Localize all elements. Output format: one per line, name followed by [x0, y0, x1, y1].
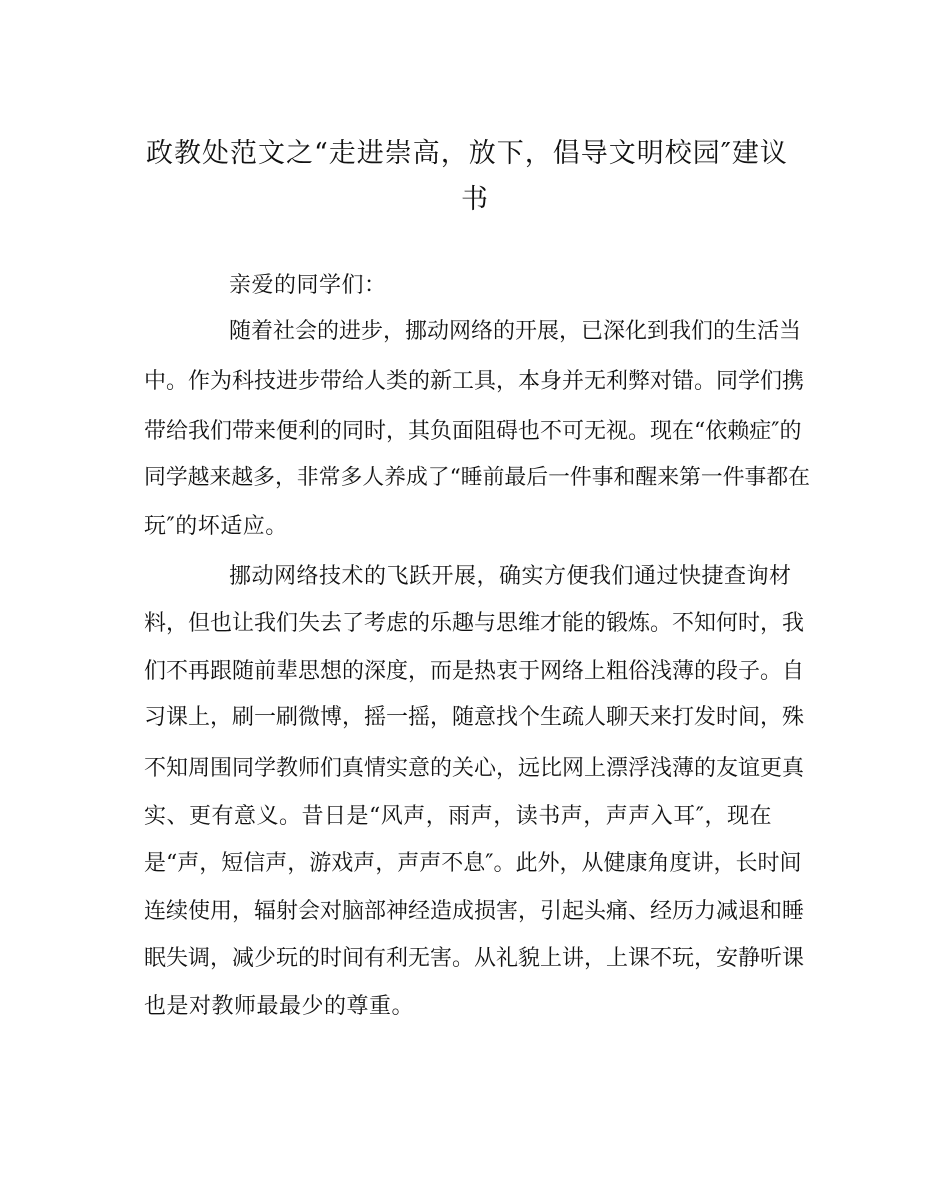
document-title-line-2: 书 [461, 184, 489, 215]
paragraph-2-line-9: 眠失调，减少玩的时间有利无害。从礼貌上讲，上课不玩，安静听课 [144, 946, 805, 971]
paragraph-1-line-1: 随着社会的进步，挪动网络的开展，已深化到我们的生活当 [229, 319, 802, 344]
paragraph-2-line-2: 料，但也让我们失去了考虑的乐趣与思维才能的锻炼。不知何时，我 [144, 611, 805, 636]
paragraph-1-line-5: 玩″的坏适应。 [144, 514, 288, 539]
paragraph-2-line-10: 也是对教师最最少的尊重。 [144, 994, 415, 1019]
paragraph-2-line-4: 习课上，刷一刷微博，摇一摇，随意找个生疏人聊天来打发时间，殊 [144, 705, 805, 730]
paragraph-2-line-8: 连续使用，辐射会对脑部神经造成损害，引起头痛、经历力减退和睡 [144, 899, 805, 924]
paragraph-2-line-3: 们不再跟随前辈思想的深度，而是热衷于网络上粗俗浅薄的段子。自 [144, 659, 805, 684]
document-title-line-1: 政教处范文之“走进崇高，放下，倡导文明校园″建议 [146, 138, 788, 169]
paragraph-2-line-7: 是“声，短信声，游戏声，声声不息″。此外，从健康角度讲，长时间 [144, 851, 802, 876]
paragraph-2-line-6: 实、更有意义。昔日是“风声，雨声，读书声，声声入耳″，现在 [144, 804, 772, 829]
paragraph-1-line-2: 中。作为科技进步带给人类的新工具，本身并无利弊对错。同学们携 [144, 369, 805, 394]
salutation: 亲爱的同学们： [229, 273, 387, 298]
paragraph-1-line-4: 同学越来越多，非常多人养成了“睡前最后一件事和醒来第一件事都在 [144, 465, 811, 490]
paragraph-2-line-5: 不知周围同学教师们真情实意的关心，远比网上漂浮浅薄的友谊更真 [144, 756, 805, 781]
paragraph-2-line-1: 挪动网络技术的飞跃开展，确实方便我们通过快捷查询材 [229, 564, 792, 589]
paragraph-1-line-3: 带给我们带来便利的同时，其负面阻碍也不可无视。现在“依赖症″的 [144, 419, 802, 444]
